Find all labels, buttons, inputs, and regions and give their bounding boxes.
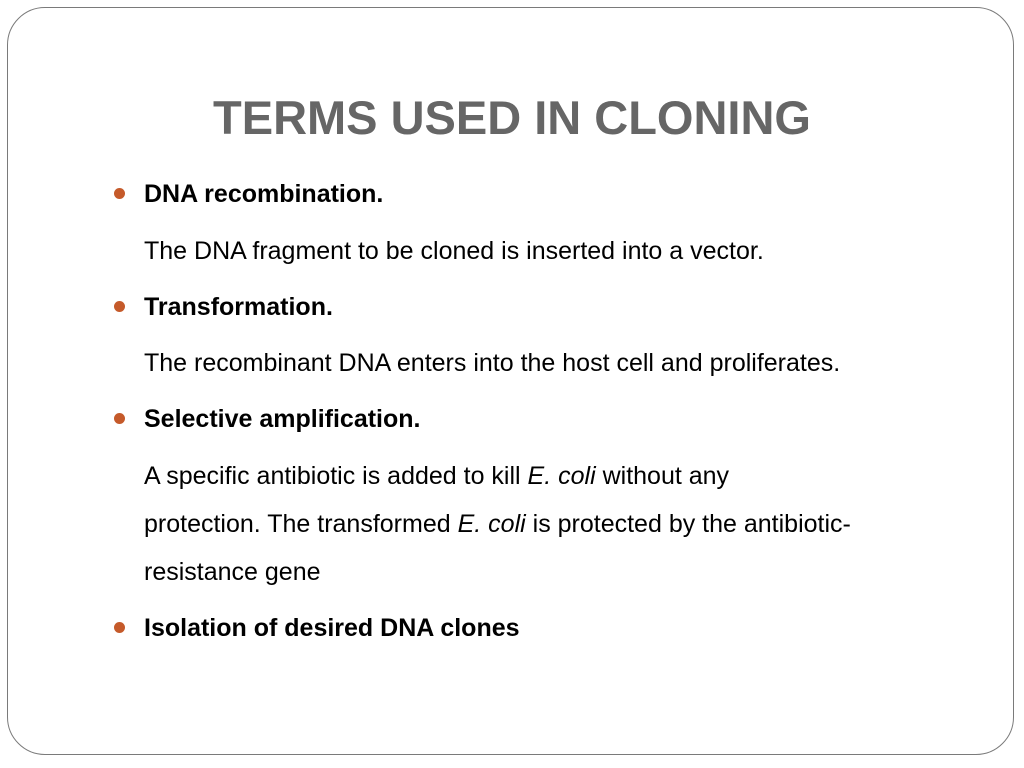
- bullet-dot-icon: [114, 188, 125, 199]
- bullet-heading: Isolation of desired DNA clones: [144, 614, 520, 642]
- bullet-item-selective-amplification: [144, 403, 421, 435]
- body-line: A specific antibiotic is added to kill E. coli without any: [144, 462, 730, 490]
- body-line: resistance gene: [144, 558, 321, 586]
- slide-title: TERMS USED IN CLONING: [213, 91, 811, 144]
- species-name: E. coli: [527, 462, 596, 490]
- bullet-dot-icon: [114, 413, 125, 424]
- bullet-heading: Transformation.: [144, 293, 333, 321]
- species-name: E. coli: [457, 510, 526, 538]
- bullet-heading: Selective amplification.: [144, 405, 421, 433]
- bullet-item-dna-recombination: [144, 178, 383, 210]
- bullet-dot-icon: [114, 622, 125, 633]
- bullet-item-transformation: [144, 291, 333, 323]
- bullet-item-isolation: [144, 612, 520, 644]
- body-line: The recombinant DNA enters into the host cell and proliferates.: [144, 349, 841, 377]
- bullet-heading: DNA recombination.: [144, 180, 384, 208]
- body-line: The DNA fragment to be cloned is inserted into a vector.: [144, 237, 764, 265]
- bullet-dot-icon: [114, 301, 125, 312]
- body-line: protection. The transformed E. coli is protected by the antibiotic-: [144, 510, 851, 538]
